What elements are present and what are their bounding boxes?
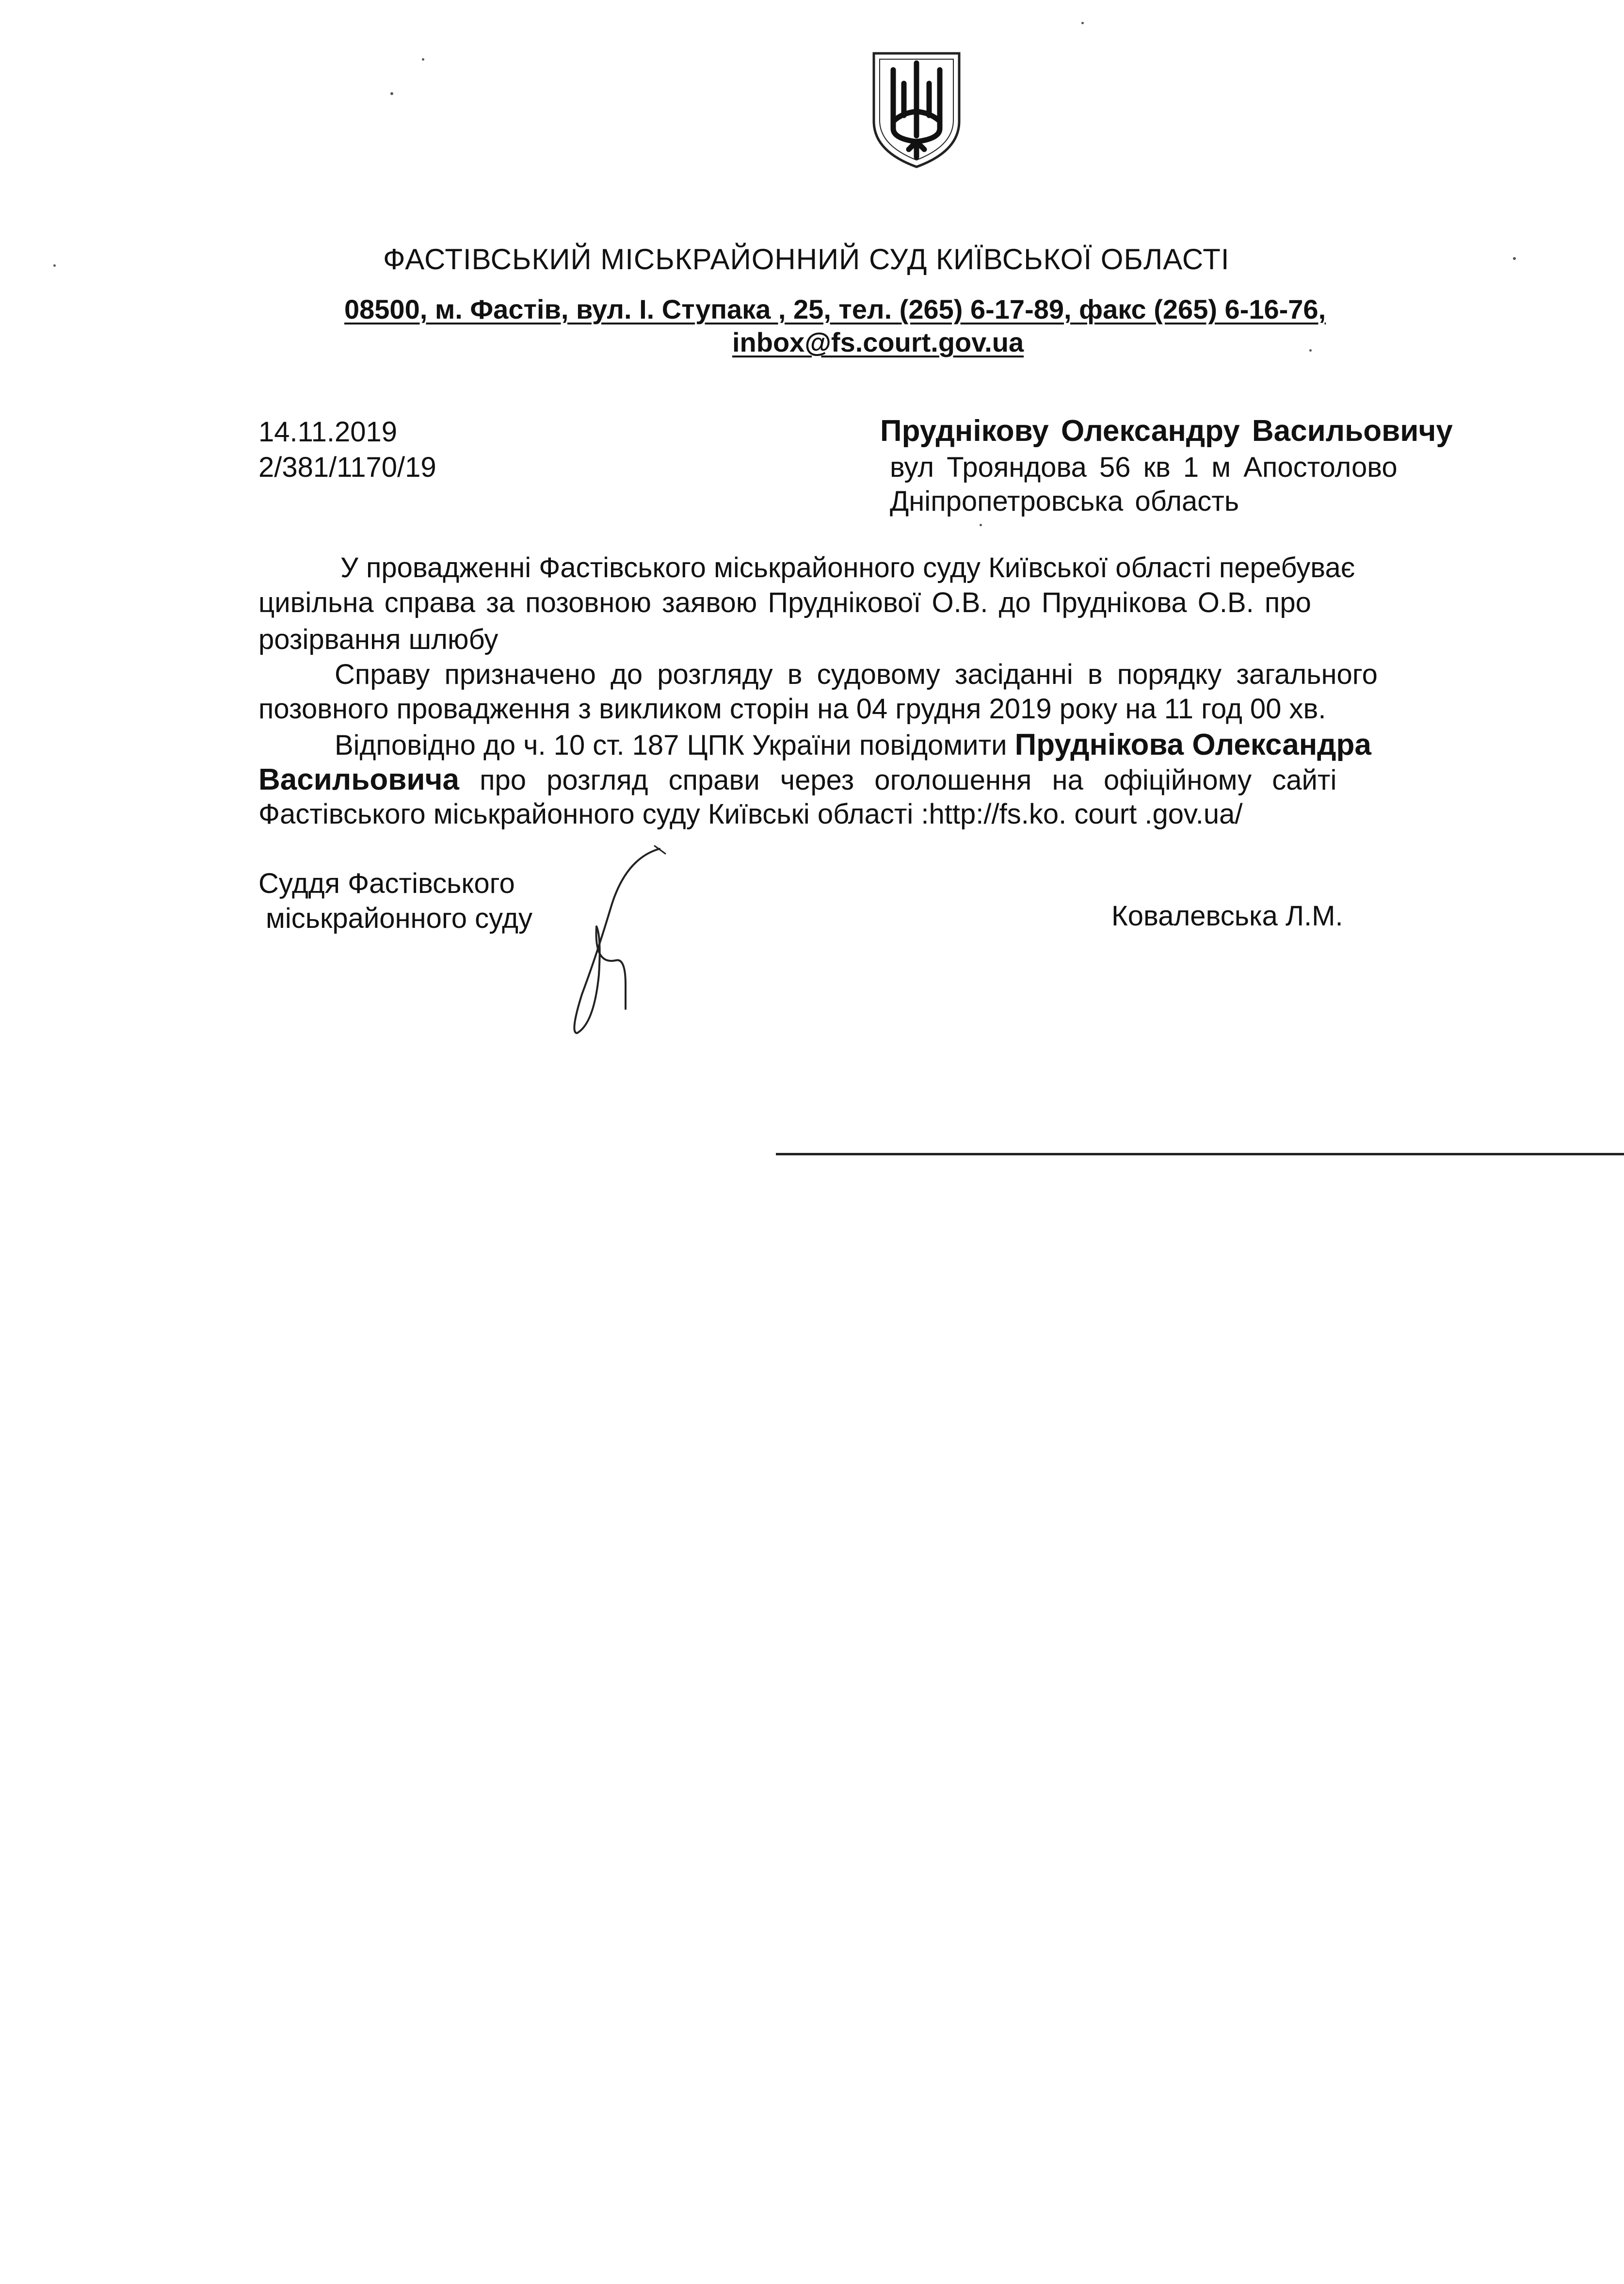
judge-name: Ковалевська Л.М.	[1111, 900, 1343, 932]
signature-title-line1: Суддя Фастівського	[258, 868, 515, 899]
signature-title-line2: міськрайонного суду	[266, 903, 533, 934]
court-email: inbox@fs.court.gov.ua	[732, 327, 1024, 357]
body-p3-line2-rest: про розгляд справи через оголошення на офіційному сайті	[480, 764, 1337, 796]
scan-speck	[1081, 22, 1084, 24]
scan-speck	[422, 58, 424, 61]
body-p1-line1: У провадженні Фастівського міськрайонного суду Київської області перебуває	[340, 552, 1355, 583]
case-number: 2/381/1170/19	[258, 452, 436, 483]
body-p3-line1-bold: Пруднікова Олександра	[1014, 728, 1371, 761]
body-p3-line1-start: Відповідно до ч. 10 ст. 187 ЦПК України повідомити	[335, 729, 1007, 761]
body-p3-line2	[258, 765, 1336, 795]
body-p3-line3: Фастівського міськрайонного суду Київські області :http://fs.ko. court .gov.ua/	[258, 798, 1243, 830]
scan-speck	[1513, 257, 1516, 260]
recipient-address: вул Трояндова 56 кв 1 м Апостолово	[890, 452, 1398, 483]
recipient-name: Пруднікову Олександру Васильовичу	[880, 414, 1453, 448]
handwritten-signature	[553, 839, 669, 1043]
body-p1-line3: розірвання шлюбу	[258, 624, 498, 655]
recipient-region: Дніпропетровська область	[890, 486, 1239, 517]
document-date: 14.11.2019	[258, 416, 397, 448]
body-p3-line1	[335, 730, 1371, 760]
court-address: 08500, м. Фастів, вул. І. Ступака , 25, тел. (265) 6-17-89, факс (265) 6-16-76,	[344, 294, 1326, 324]
scan-speck	[390, 92, 393, 95]
body-p3-line2-bold: Васильовича	[258, 763, 459, 796]
horizontal-rule	[776, 1153, 1624, 1155]
body-p2-line1: Справу призначено до розгляду в судовому засіданні в порядку загального	[335, 659, 1378, 690]
scan-speck	[980, 524, 982, 526]
scan-speck	[53, 264, 56, 267]
body-p2-line2: позовного провадження з викликом сторін на 04 грудня 2019 року на 11 год 00 хв.	[258, 693, 1326, 725]
body-p1-line2: цивільна справа за позовною заявою Пруднікової О.В. до Пруднікова О.В. про	[258, 587, 1311, 618]
trident-icon	[868, 49, 965, 170]
court-name: ФАСТІВСЬКИЙ МІСЬКРАЙОННИЙ СУД КИЇВСЬКОЇ ОБЛАСТІ	[383, 243, 1230, 275]
scan-speck	[1309, 349, 1312, 352]
